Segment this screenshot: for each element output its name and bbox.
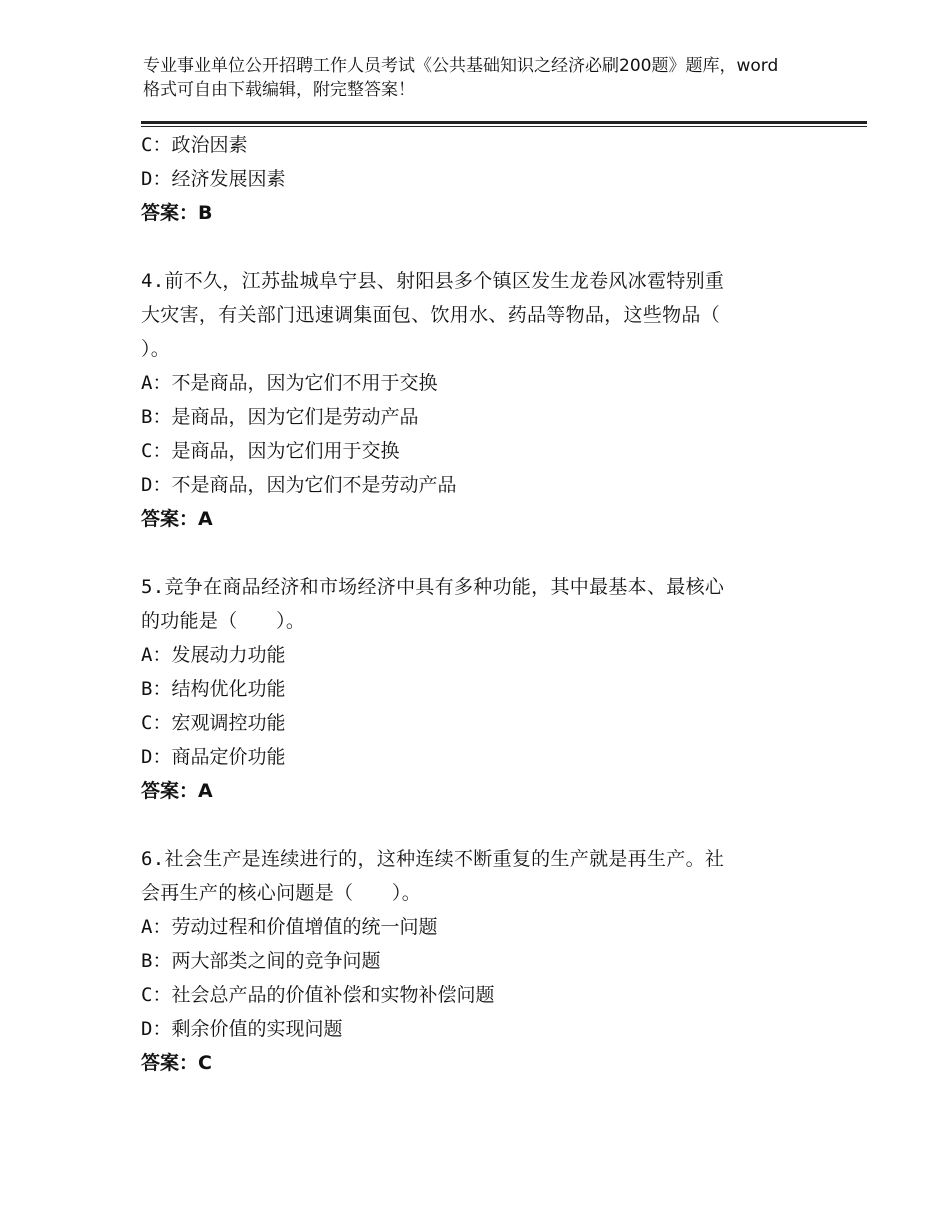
- question-6: [141, 842, 801, 1080]
- question-stem-line: 大灾害，有关部门迅速调集面包、饮用水、药品等物品，这些物品（: [141, 304, 721, 326]
- option-a: A：发展动力功能: [141, 644, 286, 666]
- option-b: B：是商品，因为它们是劳动产品: [141, 406, 419, 428]
- question-stem-line: 4.前不久，江苏盐城阜宁县、射阳县多个镇区发生龙卷风冰雹特别重: [141, 270, 725, 292]
- option-d: D：经济发展因素: [141, 168, 286, 190]
- answer-line: 答案：A: [141, 508, 213, 530]
- question-stem-line: ）。: [141, 338, 171, 360]
- document-body: [141, 128, 801, 1080]
- option-d: D：不是商品，因为它们不是劳动产品: [141, 474, 457, 496]
- document-header: [143, 54, 783, 102]
- question-stem-line: 6.社会生产是连续进行的，这种连续不断重复的生产就是再生产。社: [141, 848, 725, 870]
- option-a: A：不是商品，因为它们不用于交换: [141, 372, 438, 394]
- option-c: C：社会总产品的价值补偿和实物补偿问题: [141, 984, 495, 1006]
- answer-line: 答案：B: [141, 202, 213, 224]
- option-d: D：商品定价功能: [141, 746, 286, 768]
- header-rule-thin: [141, 126, 867, 127]
- option-c: C：是商品，因为它们用于交换: [141, 440, 400, 462]
- option-c: C：政治因素: [141, 134, 248, 156]
- question-4: [141, 264, 801, 536]
- question-stem-line: 5.竞争在商品经济和市场经济中具有多种功能，其中最基本、最核心: [141, 576, 725, 598]
- answer-line: 答案：A: [141, 780, 213, 802]
- question-stem-line: 会再生产的核心问题是（ ）。: [141, 882, 422, 904]
- option-d: D：剩余价值的实现问题: [141, 1018, 343, 1040]
- question-stem-line: 的功能是（ ）。: [141, 610, 306, 632]
- header-rule: [141, 121, 867, 127]
- option-a: A：劳动过程和价值增值的统一问题: [141, 916, 438, 938]
- option-c: C：宏观调控功能: [141, 712, 286, 734]
- option-b: B：两大部类之间的竞争问题: [141, 950, 381, 972]
- header-text: 专业事业单位公开招聘工作人员考试《公共基础知识之经济必刷200题》题库，word格式可自由下载编辑，附完整答案！: [143, 56, 779, 100]
- answer-line: 答案：C: [141, 1052, 212, 1074]
- question-5: [141, 570, 801, 808]
- header-rule-thick: [141, 121, 867, 124]
- option-b: B：结构优化功能: [141, 678, 286, 700]
- question-fragment: [141, 128, 801, 230]
